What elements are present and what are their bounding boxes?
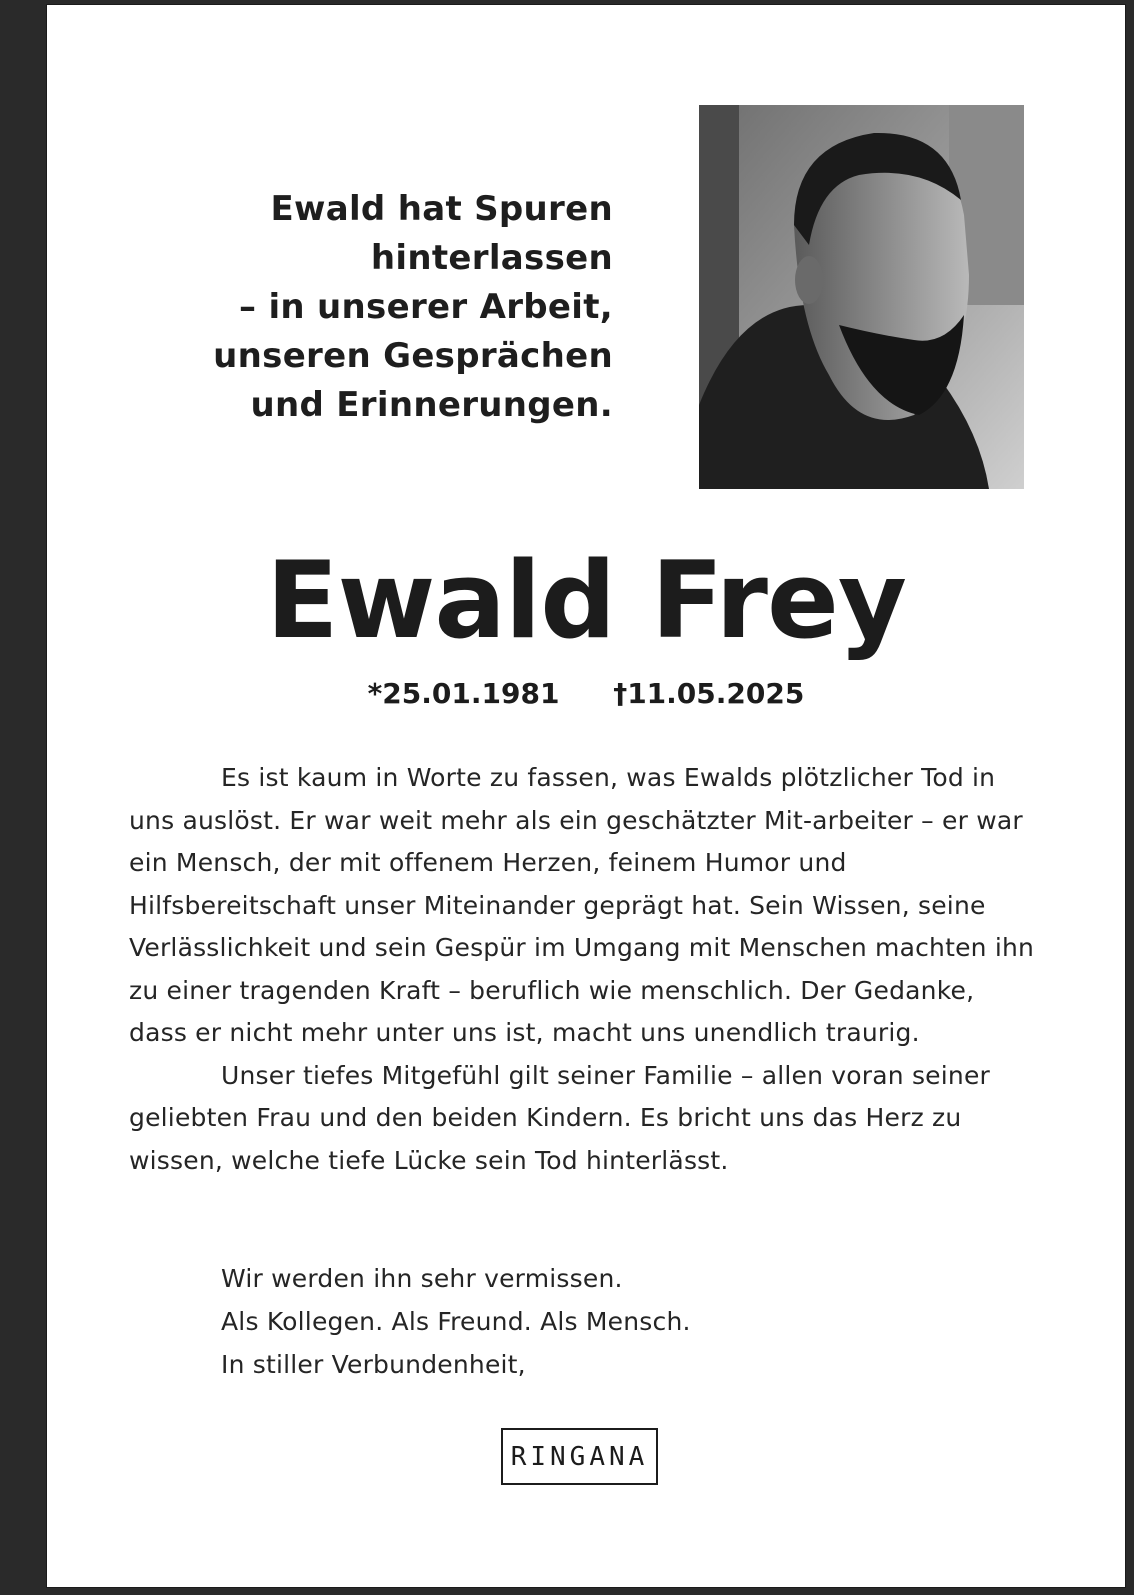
paragraph: Unser tiefes Mitgefühl gilt seiner Familie – allen voran seiner geliebten Frau und den beiden Kindern. Es bricht uns das Herz zu wissen, welche tiefe Lücke sein Tod hinterlässt. (129, 1060, 991, 1175)
deceased-name: Ewald Frey (266, 539, 906, 662)
portrait-photo-icon (699, 105, 1024, 489)
obituary-page (46, 4, 1126, 1588)
paragraph: Es ist kaum in Worte zu fassen, was Ewalds plötzlicher Tod in uns auslöst. Er war weit mehr als ein geschätzter Mit-arbeiter – er war ein Mensch, der mit offenem Herzen, feinem Humor und Hilfsbereitschaft unser Miteinander geprägt hat. Sein Wissen, seine Verlässlichkeit und sein Gespür im Umgang mit Menschen machten ihn zu einer tragenden Kraft – beruflich wie menschlich. Der Gedanke, dass er nicht mehr unter uns ist, macht uns unendlich traurig. (129, 763, 1035, 1047)
closing-line: Wir werden ihn sehr vermissen. (221, 1264, 623, 1293)
closing-line: In stiller Verbundenheit, (221, 1350, 526, 1379)
memorial-quote (213, 185, 613, 430)
quote-line: Ewald hat Spuren (270, 189, 613, 229)
obituary-text (129, 757, 1039, 1182)
closing-line: Als Kollegen. Als Freund. Als Mensch. (221, 1307, 691, 1336)
closing-lines (221, 1257, 691, 1386)
death-date: †11.05.2025 (613, 677, 805, 710)
life-dates (47, 677, 1125, 710)
quote-line: hinterlassen (370, 238, 613, 278)
quote-line: – in unserer Arbeit, (239, 287, 613, 327)
company-logo: RINGANA (501, 1428, 658, 1485)
quote-line: und Erinnerungen. (250, 385, 613, 425)
birth-date: *25.01.1981 (367, 677, 560, 710)
quote-line: unseren Gesprächen (213, 336, 613, 376)
